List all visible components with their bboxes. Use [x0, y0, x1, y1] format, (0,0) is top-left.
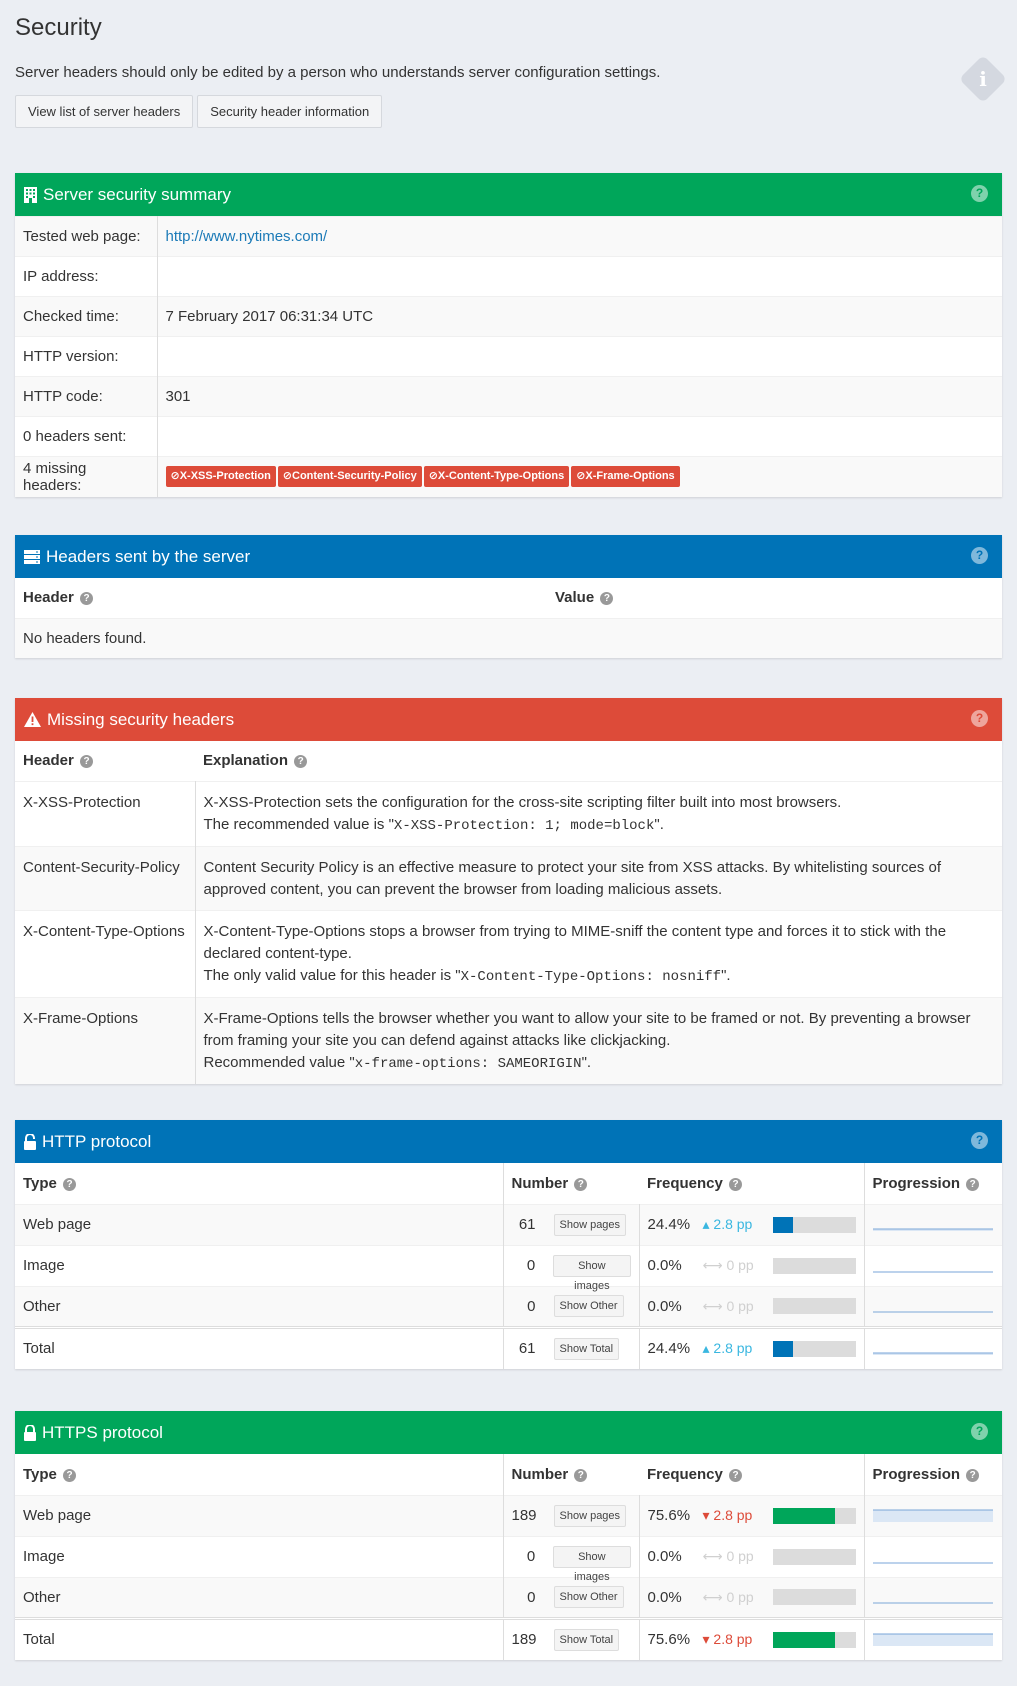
- missing-tag-x-xss-protection[interactable]: ⊘X-XSS-Protection: [166, 466, 276, 487]
- table-row: [15, 1286, 1002, 1327]
- frequency-bar-fill: [773, 1217, 793, 1233]
- number-cell: [503, 1245, 639, 1292]
- table-row: [15, 1204, 1002, 1245]
- delta: ▴ 2.8 pp: [702, 1340, 753, 1357]
- count-value: 0: [526, 1548, 536, 1565]
- panel-title: HTTP protocol: [42, 1131, 152, 1151]
- frequency-bar: [773, 1632, 856, 1648]
- frequency-bar: [773, 1217, 856, 1233]
- count-value: 0: [526, 1257, 536, 1274]
- panel-title: HTTPS protocol: [42, 1422, 163, 1442]
- frequency-bar: [773, 1258, 856, 1274]
- question-icon[interactable]: ?: [729, 1469, 742, 1482]
- question-icon[interactable]: ?: [80, 755, 93, 768]
- count-value: 61: [518, 1340, 536, 1358]
- frequency-value: 0.0%: [647, 1548, 682, 1565]
- show-button[interactable]: Show pages: [554, 1505, 627, 1527]
- header-name: X-XSS-Protection: [15, 781, 195, 846]
- column-header-progression: Progression ?: [864, 1163, 1002, 1204]
- empty-message: No headers found.: [15, 618, 1002, 658]
- header-name: X-Content-Type-Options: [15, 910, 195, 997]
- missing-tags: [157, 457, 1002, 497]
- http-protocol-panel: [15, 1120, 1002, 1369]
- frequency-bar-fill: [773, 1508, 836, 1524]
- frequency-bar: [773, 1341, 856, 1357]
- row-label: HTTP code:: [15, 377, 157, 417]
- row-value: [157, 417, 1002, 457]
- frequency-cell: [639, 1577, 864, 1618]
- progression-cell: [864, 1536, 1002, 1577]
- show-button[interactable]: Show Total: [554, 1629, 620, 1651]
- count-value: 0: [527, 1297, 536, 1315]
- trend-icon: ▾: [702, 1507, 710, 1523]
- row-label: 4 missing headers:: [15, 457, 157, 497]
- help-icon[interactable]: ?: [971, 547, 988, 564]
- delta: ⟷ 0 pp: [702, 1548, 754, 1564]
- frequency-bar: [773, 1298, 856, 1314]
- frequency-cell: [639, 1536, 864, 1577]
- table-row: [15, 337, 1002, 377]
- panel-title: Missing security headers: [47, 709, 235, 729]
- panel-header: [15, 1120, 1002, 1163]
- progression-cell: [864, 1204, 1002, 1245]
- delta: ▾ 2.8 pp: [702, 1631, 753, 1648]
- help-icon[interactable]: ?: [971, 710, 988, 727]
- question-icon[interactable]: ?: [574, 1178, 587, 1191]
- question-icon[interactable]: ?: [966, 1178, 979, 1191]
- warning-icon: [24, 712, 41, 727]
- type-label: Total: [15, 1618, 503, 1660]
- row-label: IP address:: [15, 257, 157, 297]
- frequency-value: 75.6%: [647, 1631, 691, 1649]
- panel-header: [15, 535, 1002, 578]
- progression-sparkline: [873, 1508, 993, 1524]
- show-button[interactable]: Show Total: [554, 1338, 620, 1360]
- page-description: Server headers should only be edited by a person who understands server configuration settings.: [15, 64, 661, 81]
- delta: ⟷ 0 pp: [702, 1257, 754, 1273]
- table-row: [15, 618, 1002, 658]
- trend-icon: ▴: [702, 1340, 710, 1357]
- missing-tag-x-content-type-options[interactable]: ⊘X-Content-Type-Options: [424, 466, 570, 487]
- number-cell: [503, 1495, 639, 1536]
- progression-sparkline: [873, 1258, 993, 1274]
- missing-tag-csp[interactable]: ⊘Content-Security-Policy: [278, 466, 422, 487]
- table-row: [15, 910, 1002, 997]
- delta: ▾ 2.8 pp: [702, 1507, 753, 1523]
- trend-icon: ⟷: [702, 1297, 723, 1314]
- row-value: [157, 337, 1002, 377]
- delta: ⟷ 0 pp: [702, 1297, 754, 1314]
- row-value: 7 February 2017 06:31:34 UTC: [157, 297, 1002, 337]
- show-button[interactable]: Show pages: [554, 1214, 627, 1236]
- header-name: Content-Security-Policy: [15, 846, 195, 910]
- count-value: 189: [511, 1631, 537, 1649]
- column-header-value: Value ?: [547, 578, 1002, 618]
- table-row: [15, 997, 1002, 1084]
- explanation: X-Content-Type-Options stops a browser from trying to MIME-sniff the content type and forces it to stick with the declared content-type. The only valid value for this header is "X-Content-Type-Options: nosniff".: [195, 910, 1002, 997]
- question-icon[interactable]: ?: [294, 755, 307, 768]
- column-header-progression: Progression ?: [864, 1454, 1002, 1495]
- top-buttons: [15, 95, 382, 128]
- table-row: [15, 1536, 1002, 1577]
- number-cell: [503, 1204, 639, 1245]
- panel-header: [15, 1411, 1002, 1454]
- trend-icon: ▴: [702, 1216, 710, 1232]
- table-row: [15, 1245, 1002, 1286]
- help-icon[interactable]: ?: [971, 185, 988, 202]
- total-row: [15, 1618, 1002, 1660]
- progression-cell: [864, 1245, 1002, 1286]
- row-value: [157, 257, 1002, 297]
- row-label: 0 headers sent:: [15, 417, 157, 457]
- table-row: [15, 297, 1002, 337]
- trend-icon: ⟷: [702, 1257, 723, 1273]
- frequency-cell: [639, 1618, 864, 1660]
- total-row: [15, 1327, 1002, 1369]
- type-label: Web page: [15, 1495, 503, 1536]
- question-icon[interactable]: ?: [63, 1469, 76, 1482]
- column-header-header: Header ?: [15, 741, 195, 781]
- panel-title: Headers sent by the server: [46, 546, 251, 566]
- panel-header: [15, 698, 1002, 741]
- progression-sparkline: [873, 1549, 993, 1565]
- help-icon[interactable]: ?: [971, 1423, 988, 1440]
- trend-icon: ⟷: [702, 1548, 723, 1564]
- frequency-bar-fill: [773, 1341, 793, 1357]
- table-row: [15, 377, 1002, 417]
- frequency-value: 24.4%: [647, 1216, 691, 1233]
- frequency-bar: [773, 1508, 856, 1524]
- frequency-value: 24.4%: [647, 1340, 691, 1358]
- view-server-headers-button[interactable]: View list of server headers: [15, 95, 193, 128]
- table-row: [15, 457, 1002, 497]
- count-value: 0: [527, 1588, 536, 1606]
- frequency-cell: [639, 1286, 864, 1327]
- column-header-number: Number ?: [503, 1163, 639, 1204]
- missing-headers-table: [15, 741, 1002, 1084]
- column-header-type: Type ?: [15, 1163, 503, 1204]
- headers-sent-panel: [15, 535, 1002, 658]
- number-cell: [503, 1618, 639, 1660]
- progression-sparkline: [873, 1217, 993, 1233]
- row-label: Checked time:: [15, 297, 157, 337]
- question-icon[interactable]: ?: [63, 1178, 76, 1191]
- summary-table: [15, 216, 1002, 497]
- header-name: X-Frame-Options: [15, 997, 195, 1084]
- building-icon: [24, 187, 37, 203]
- table-row: [15, 1577, 1002, 1618]
- row-value: 301: [157, 377, 1002, 417]
- unlock-icon: [24, 1134, 36, 1150]
- table-row: [15, 217, 1002, 257]
- type-label: Image: [15, 1536, 503, 1577]
- row-label: Tested web page:: [15, 217, 157, 257]
- lock-icon: [24, 1425, 36, 1441]
- explanation: X-XSS-Protection sets the configuration for the cross-site scripting filter built into most browsers. The recommended value is "X-XSS-Protection: 1; mode=block".: [195, 781, 1002, 846]
- table-row: [15, 846, 1002, 910]
- row-label: HTTP version:: [15, 337, 157, 377]
- table-row: [15, 417, 1002, 457]
- question-icon[interactable]: ?: [729, 1178, 742, 1191]
- show-button[interactable]: Show Other: [554, 1295, 624, 1317]
- table-row: [15, 781, 1002, 846]
- show-button[interactable]: Show images: [553, 1546, 630, 1568]
- column-header-frequency: Frequency ?: [639, 1163, 864, 1204]
- progression-sparkline: [873, 1298, 993, 1314]
- column-header-header: Header ?: [15, 578, 547, 618]
- type-label: Total: [15, 1327, 503, 1369]
- progression-cell: [864, 1286, 1002, 1327]
- table-row: [15, 257, 1002, 297]
- question-icon[interactable]: ?: [600, 592, 613, 605]
- page-title: Security: [15, 14, 102, 41]
- trend-icon: ▾: [702, 1631, 710, 1648]
- type-label: Other: [15, 1286, 503, 1327]
- progression-cell: [864, 1577, 1002, 1618]
- missing-headers-panel: [15, 698, 1002, 1084]
- number-cell: [503, 1577, 639, 1618]
- type-label: Web page: [15, 1204, 503, 1245]
- help-icon[interactable]: ?: [971, 1132, 988, 1149]
- info-icon[interactable]: i: [959, 55, 1007, 103]
- column-header-number: Number ?: [503, 1454, 639, 1495]
- tested-url-link[interactable]: http://www.nytimes.com/: [165, 228, 328, 245]
- progression-sparkline: [873, 1632, 993, 1648]
- frequency-bar: [773, 1589, 856, 1605]
- count-value: 61: [518, 1216, 536, 1233]
- panel-title: Server security summary: [43, 184, 231, 204]
- http-table: [15, 1163, 1002, 1369]
- delta: ⟷ 0 pp: [702, 1588, 754, 1605]
- count-value: 189: [511, 1507, 537, 1524]
- explanation: Content Security Policy is an effective measure to protect your site from XSS attacks. By whitelisting sources of approved content, you can prevent the browser from loading malicious assets.: [195, 846, 1002, 910]
- explanation: X-Frame-Options tells the browser whether you want to allow your site to be framed or not. By preventing a browser from framing your site you can defend against attacks like clickjacking. Recommended value "x-frame-options: SAMEORIGIN".: [195, 997, 1002, 1084]
- trend-icon: ⟷: [702, 1588, 723, 1605]
- frequency-cell: [639, 1204, 864, 1245]
- security-header-info-button[interactable]: Security header information: [197, 95, 382, 128]
- column-header-frequency: Frequency ?: [639, 1454, 864, 1495]
- frequency-value: 75.6%: [647, 1507, 691, 1524]
- frequency-bar: [773, 1549, 856, 1565]
- server-icon: [24, 550, 40, 564]
- frequency-bar-fill: [773, 1632, 836, 1648]
- progression-sparkline: [873, 1341, 993, 1357]
- https-protocol-panel: [15, 1411, 1002, 1660]
- number-cell: [503, 1536, 639, 1583]
- column-header-type: Type ?: [15, 1454, 503, 1495]
- show-button[interactable]: Show images: [553, 1255, 630, 1277]
- progression-cell: [864, 1327, 1002, 1369]
- frequency-cell: [639, 1327, 864, 1369]
- question-icon[interactable]: ?: [966, 1469, 979, 1482]
- number-cell: [503, 1327, 639, 1369]
- show-button[interactable]: Show Other: [554, 1586, 624, 1608]
- table-row: [15, 1495, 1002, 1536]
- frequency-value: 0.0%: [647, 1257, 682, 1274]
- progression-cell: [864, 1618, 1002, 1660]
- missing-tag-x-frame-options[interactable]: ⊘X-Frame-Options: [571, 466, 679, 487]
- headers-sent-table: [15, 578, 1002, 658]
- number-cell: [503, 1286, 639, 1327]
- question-icon[interactable]: ?: [574, 1469, 587, 1482]
- server-security-summary-panel: [15, 173, 1002, 497]
- progression-cell: [864, 1495, 1002, 1536]
- question-icon[interactable]: ?: [80, 592, 93, 605]
- https-table: [15, 1454, 1002, 1660]
- frequency-value: 0.0%: [647, 1297, 682, 1315]
- column-header-explanation: Explanation ?: [195, 741, 1002, 781]
- frequency-value: 0.0%: [647, 1588, 682, 1606]
- type-label: Other: [15, 1577, 503, 1618]
- frequency-cell: [639, 1495, 864, 1536]
- delta: ▴ 2.8 pp: [702, 1216, 753, 1232]
- progression-sparkline: [873, 1589, 993, 1605]
- frequency-cell: [639, 1245, 864, 1286]
- panel-header: [15, 173, 1002, 216]
- type-label: Image: [15, 1245, 503, 1286]
